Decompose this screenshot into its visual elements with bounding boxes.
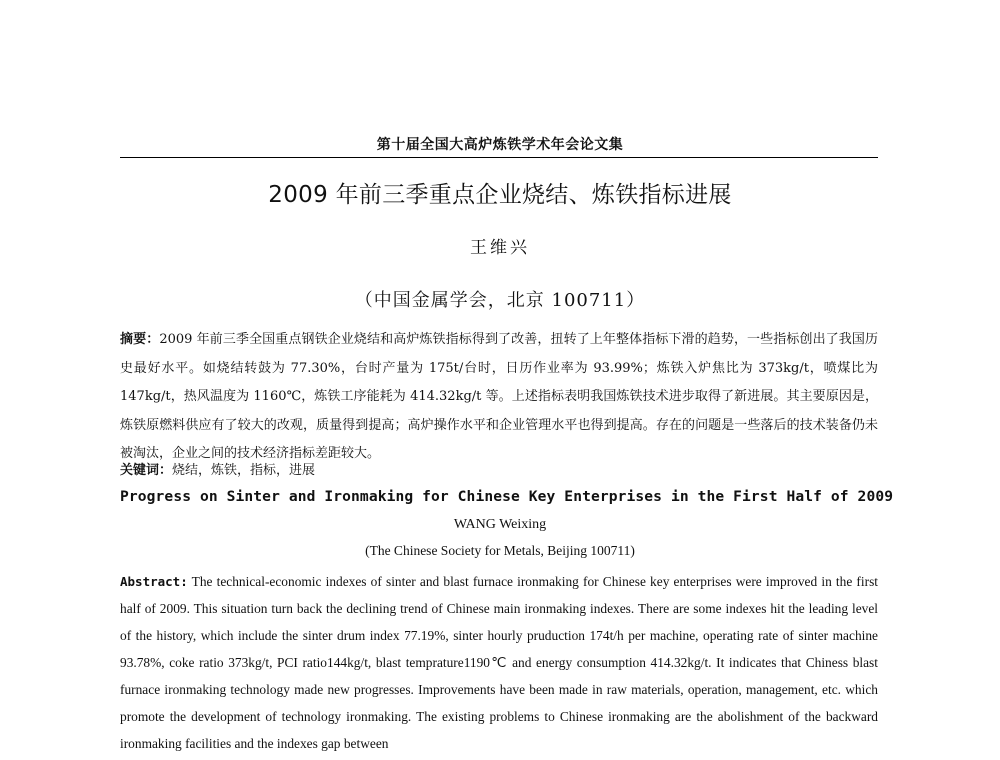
abstract-cn <box>120 326 878 469</box>
keywords-cn <box>120 459 878 483</box>
affiliation-en: (The Chinese Society for Metals, Beijing 100711) <box>365 543 635 558</box>
abstract-en <box>120 568 878 757</box>
abstract-text-cn: 2009 年前三季全国重点钢铁企业烧结和高炉炼铁指标得到了改善，扭转了上年整体指标下滑的趋势，一些指标创出了我国历史最好水平。如烧结转鼓为 77.30%，台时产量为 175t/台时，日历作业率为 93.99%；炼铁入炉焦比为 373kg/t，喷煤比为 147kg/t，热风温度为 1160℃，炼铁工序能耗为 414.32kg/t 等。上述指标表明我国炼铁技术进步取得了新进展。其主要原因是，炼铁原燃料供应有了较大的改观，质量得到提高；高炉操作水平和企业管理水平也得到提高。存在的问题是一些落后的技术装备仍未被淘汰，企业之间的技术经济指标差距较大。 <box>120 332 878 462</box>
paper-title-cn: 2009 年前三季重点企业烧结、炼铁指标进展 <box>268 182 732 208</box>
running-header: 第十届全国大高炉炼铁学术年会论文集 <box>376 137 624 153</box>
author-en: WANG Weixing <box>453 517 547 532</box>
keywords-text-cn: 烧结，炼铁，指标，进展 <box>172 463 316 478</box>
keywords-label-cn: 关键词： <box>120 463 173 478</box>
paper-title-en: Progress on Sinter and Ironmaking for Chinese Key Enterprises in the First Half of 2009 <box>120 488 894 505</box>
abstract-text-en: The technical-economic indexes of sinter and blast furnace ironmaking for Chinese key enterprises were improved in the first half of 2009. This situation turn back the declining trend of Chinese main ironmaking indexes. There are some indexes hit the leading level of the history, which include the sinter drum index 77.19%, sinter hourly pruduction 174t/h per machine, operating rate of sinter machine 93.78%, coke ratio 373kg/t, PCI ratio144kg/t, blast temprature1190℃ and energy consumption 414.32kg/t. It indicates that Chiness blast furnace ironmaking technology made new progresses. Improvements have been made in raw materials, operation, management, etc. which promote the development of technology ironmaking. The existing problems to Chinese ironmaking are the abolishment of the backward ironmaking facilities and the indexes gap between <box>120 574 878 751</box>
header-rule <box>120 157 878 158</box>
abstract-label-en: Abstract: <box>120 574 188 589</box>
abstract-label-cn: 摘要： <box>120 332 160 347</box>
author-cn: 王维兴 <box>470 238 530 258</box>
affiliation-cn: （中国金属学会，北京 100711） <box>354 290 646 311</box>
